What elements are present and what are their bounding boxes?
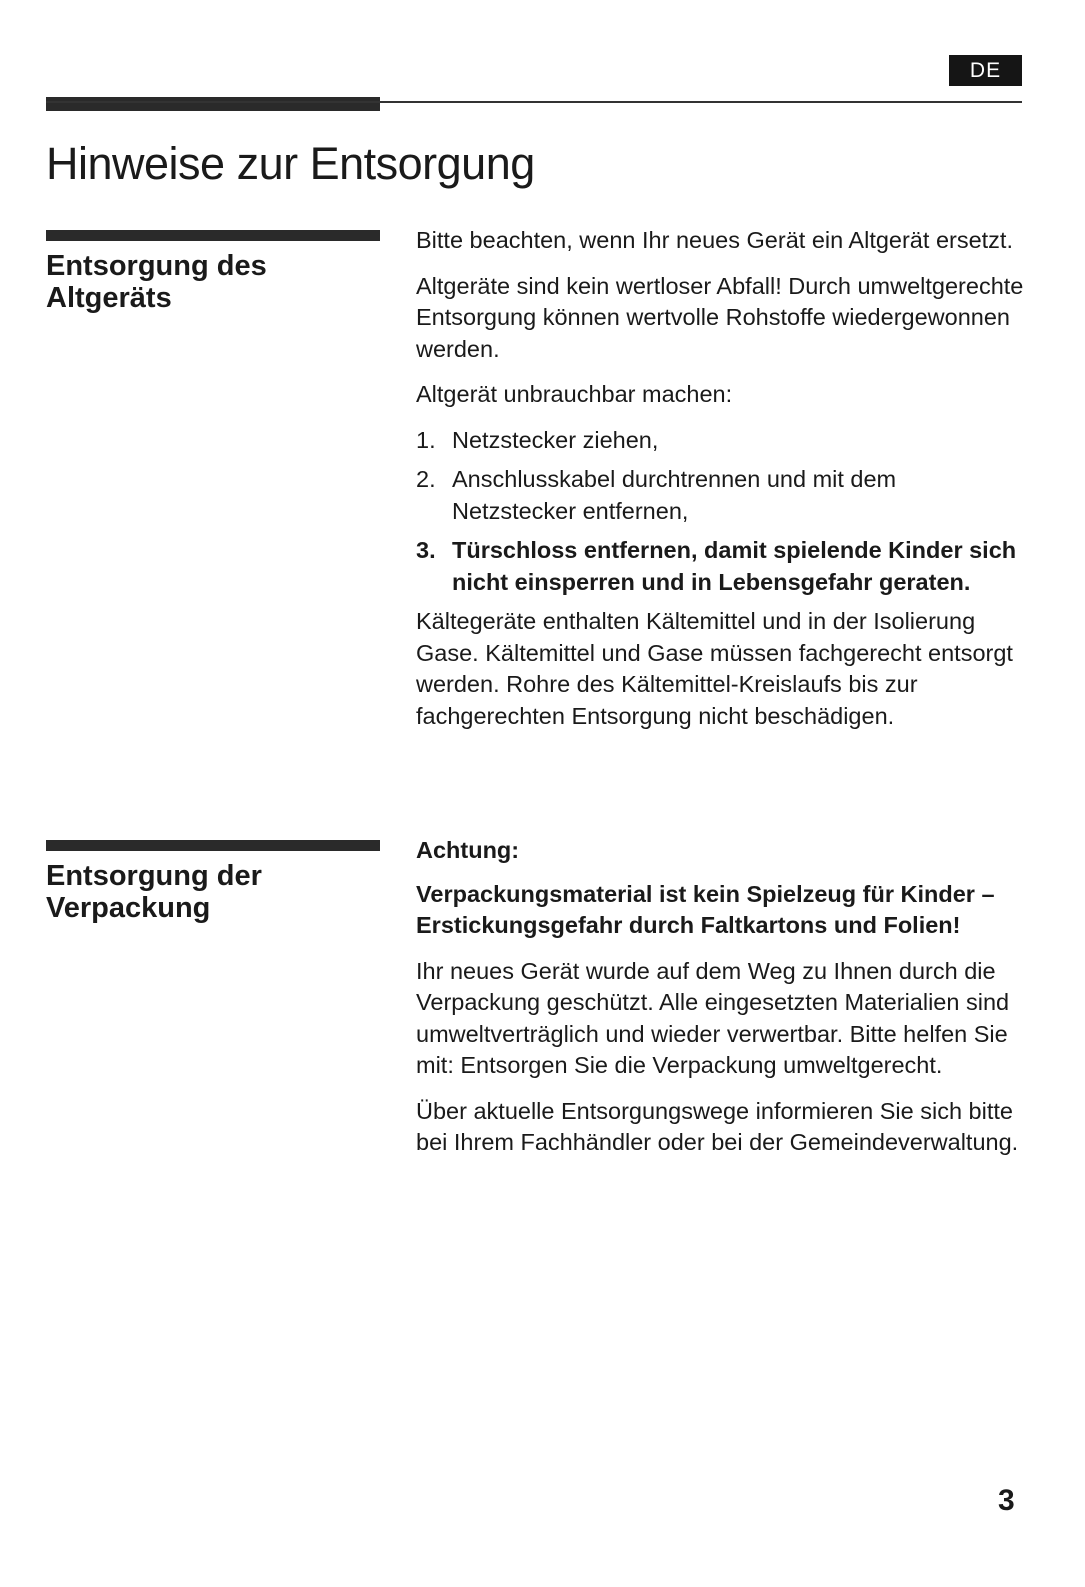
language-badge: DE [949,55,1022,86]
section-heading-line: Altgeräts [46,282,172,314]
step-text: Netzstecker ziehen, [452,426,659,453]
step-number: 2. [416,466,436,492]
section-heading-altgeraet [46,250,376,314]
page-title: Hinweise zur Entsorgung [46,138,535,189]
warning-text: Verpackungsmaterial ist kein Spielzeug für Kinder – Erstickungsgefahr durch Faltkartons und Folien! [416,880,995,938]
body-paragraph: Altgeräte sind kein wertloser Abfall! Durch umweltgerechte Entsorgung können wertvolle Rohstoffe wiedergewonnen werden. [416,272,1024,362]
body-paragraph: Kältegeräte enthalten Kältemittel und in der Isolierung Gase. Kältemittel und Gase müssen fachgerecht entsorgt werden. Rohre des Kältemittel-Kreislaufs bis zur fachgerechten Entsorgung nicht beschädigen. [416,608,1013,729]
page-number: 3 [998,1484,1015,1517]
header-rule-line [46,101,1022,103]
section-body-altgeraet [416,225,1026,746]
list-item [416,425,1026,457]
steps-list [416,425,1026,599]
header-rule-bar [46,97,380,111]
section-heading-line: Entsorgung des [46,250,267,282]
body-paragraph: Altgerät unbrauchbar machen: [416,381,733,407]
step-text: Anschlusskabel durchtrennen und mit dem Netzstecker entfernen, [452,466,897,524]
section-heading-line: Verpackung [46,892,211,924]
step-number: 3. [416,537,436,563]
body-paragraph: Über aktuelle Entsorgungswege informieren Sie sich bitte bei Ihrem Fachhändler oder bei der Gemeindeverwaltung. [416,1097,1019,1155]
step-number: 1. [416,426,436,453]
section-rule-verpackung [46,840,380,851]
section-heading-line: Entsorgung der [46,860,262,892]
list-item [416,535,1026,598]
step-text: Türschloss entfernen, damit spielende Kinder sich nicht einsperren und in Lebensgefahr geraten. [452,537,1017,595]
list-item [416,464,1026,527]
section-rule-altgeraet [46,230,380,241]
section-body-verpackung [416,835,1026,1173]
section-heading-verpackung [46,860,376,924]
body-paragraph: Ihr neues Gerät wurde auf dem Weg zu Ihnen durch die Verpackung geschützt. Alle eingesetzten Materialien sind umweltverträglich und wieder verwertbar. Bitte helfen Sie mit: Entsorgen Sie die Verpackung umweltgerecht. [416,957,1010,1078]
intro-paragraph: Bitte beachten, wenn Ihr neues Gerät ein Altgerät ersetzt. [416,227,1013,253]
warning-label: Achtung: [416,837,520,863]
